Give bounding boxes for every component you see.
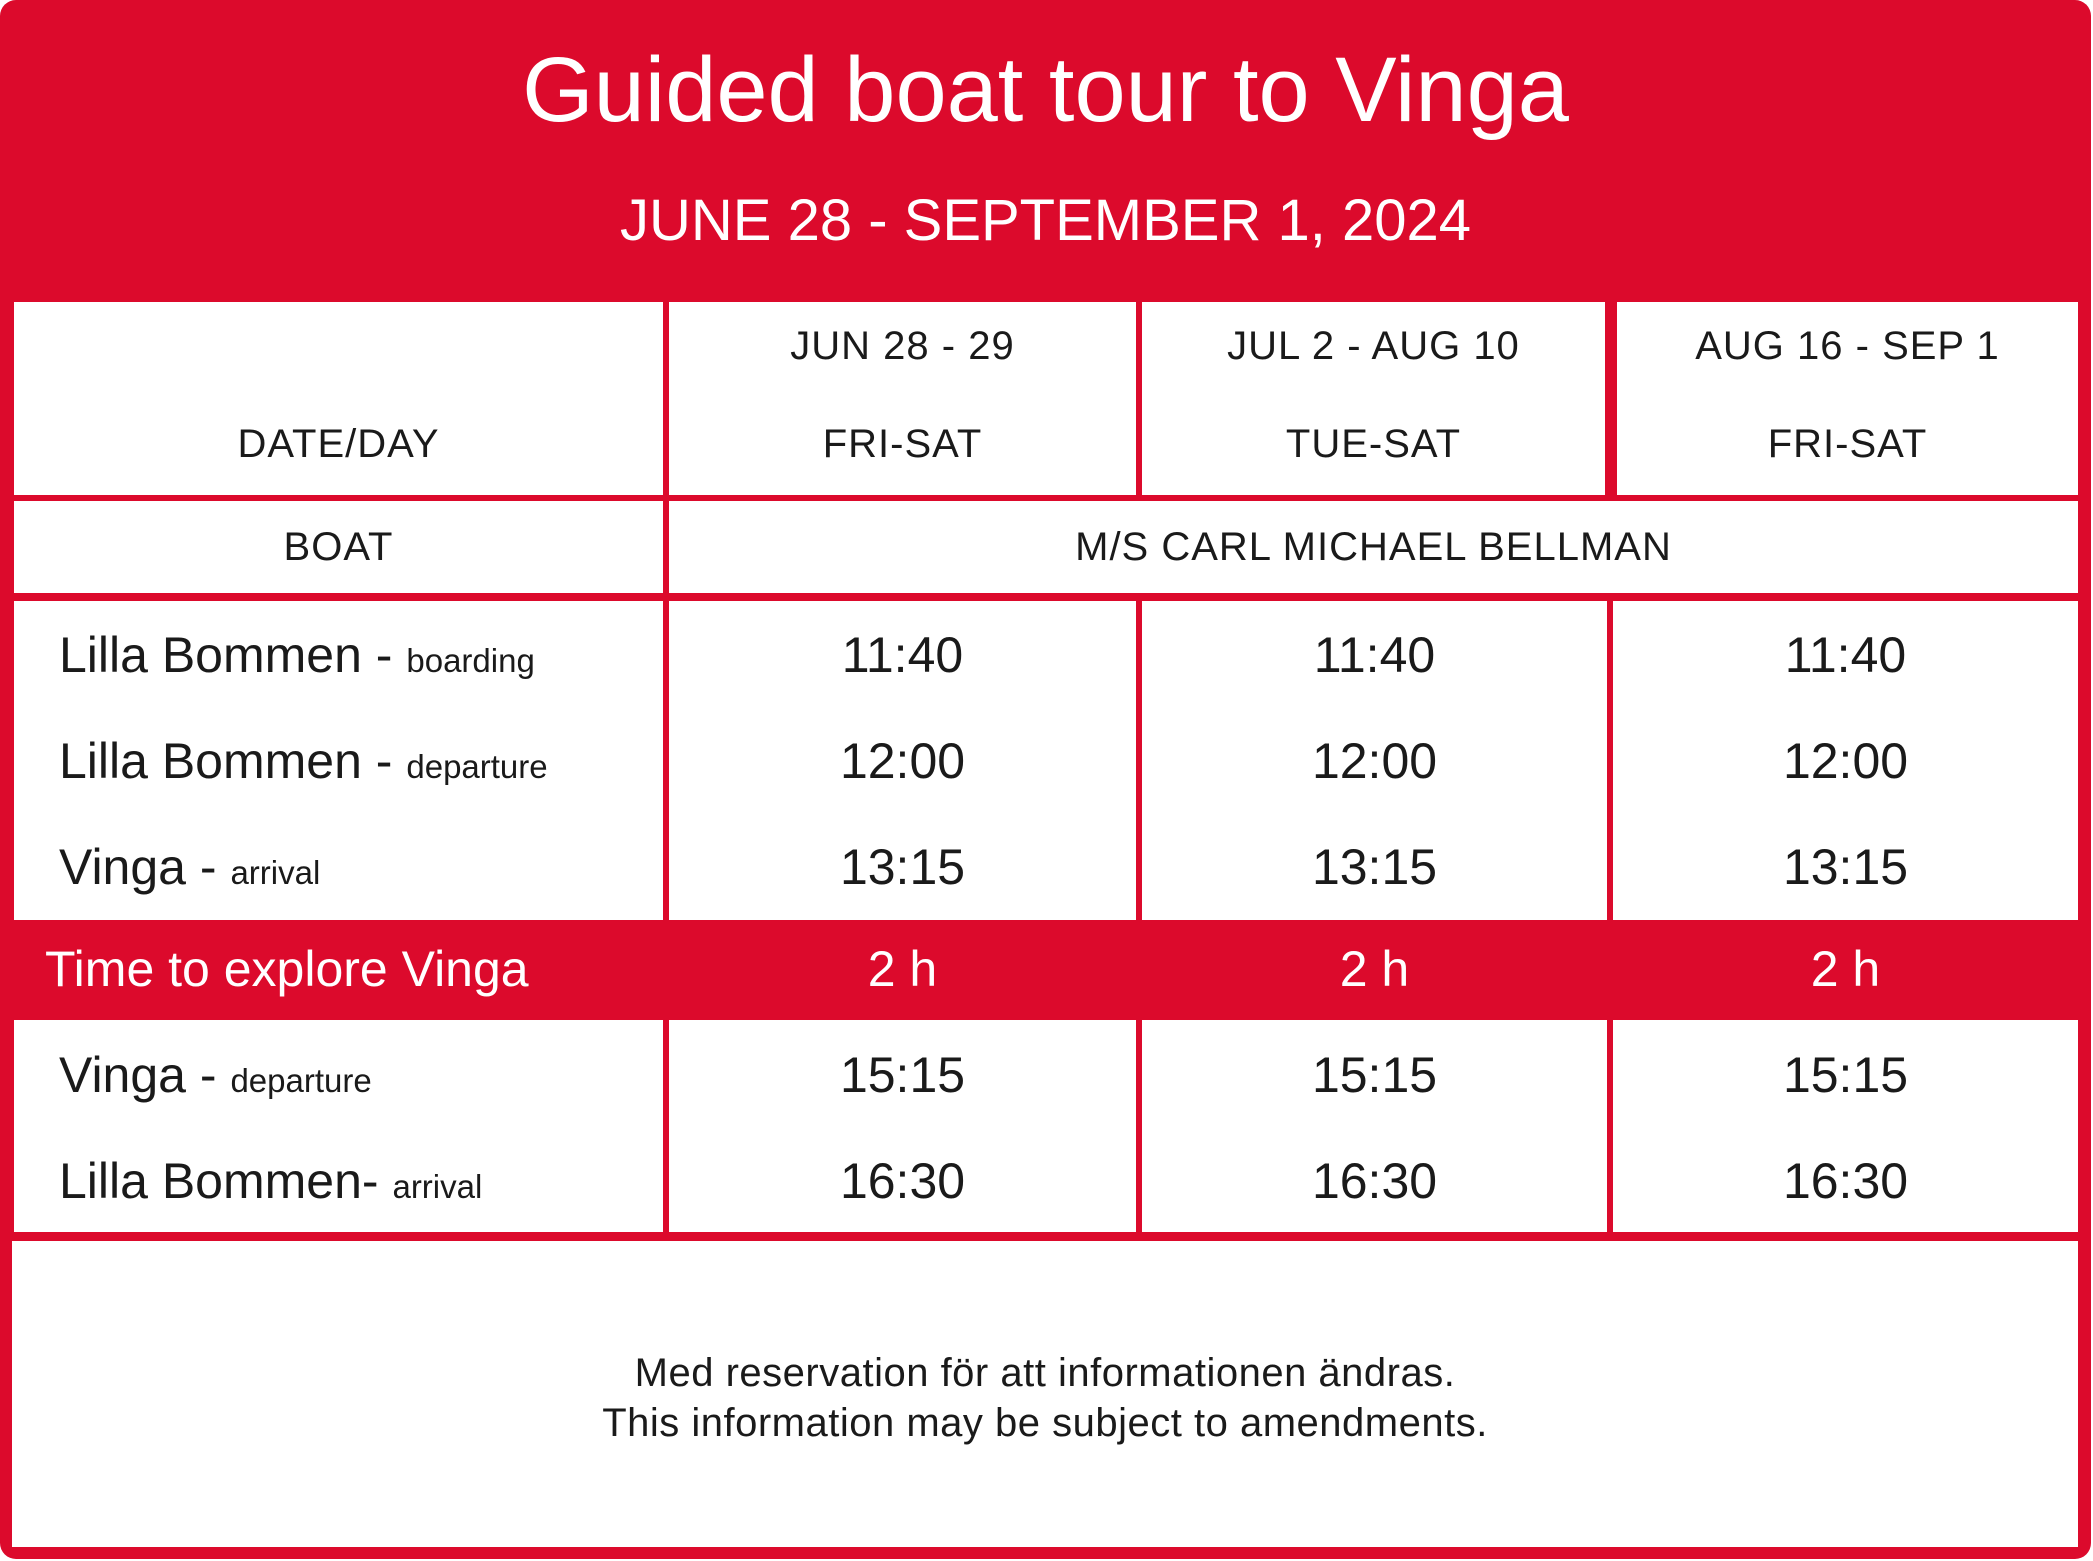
time-value: 16:30 xyxy=(1782,1153,1909,1209)
return-labels-cell xyxy=(14,1020,663,1232)
boat-label-cell xyxy=(14,501,663,593)
time-value: 16:30 xyxy=(839,1153,966,1209)
row-place: Lilla Bommen - xyxy=(59,733,393,789)
time-value: 12:00 xyxy=(839,733,966,789)
row-event: departure xyxy=(406,748,548,785)
outbound-times-col-1 xyxy=(669,601,1136,920)
column-header-1 xyxy=(669,302,1136,495)
time-value: 12:00 xyxy=(1311,733,1438,789)
row-label xyxy=(59,626,535,684)
disclaimer-panel xyxy=(12,1241,2078,1547)
outbound-times-col-2 xyxy=(1142,601,1607,920)
row-label xyxy=(59,838,320,896)
time-value: 13:15 xyxy=(1311,839,1438,895)
time-value: 16:30 xyxy=(1311,1153,1438,1209)
column-dates: AUG 16 - SEP 1 xyxy=(1695,324,2000,368)
row-event: boarding xyxy=(406,642,535,679)
time-value: 13:15 xyxy=(839,839,966,895)
explore-time-row xyxy=(14,922,2078,1016)
row-place: Vinga - xyxy=(59,1047,217,1103)
row-label xyxy=(59,732,548,790)
time-value: 13:15 xyxy=(1782,839,1909,895)
column-days: TUE-SAT xyxy=(1285,422,1462,466)
disclaimer-english: This information may be subject to amendments. xyxy=(602,1401,1488,1445)
time-value: 12:00 xyxy=(1782,733,1909,789)
date-day-label: DATE/DAY xyxy=(237,422,440,466)
row-label xyxy=(59,1046,372,1104)
column-dates: JUN 28 - 29 xyxy=(790,324,1015,368)
time-value: 15:15 xyxy=(1782,1047,1909,1103)
explore-duration: 2 h xyxy=(867,941,938,997)
column-header-2 xyxy=(1142,302,1605,495)
outbound-labels-cell xyxy=(14,601,663,920)
time-value: 15:15 xyxy=(839,1047,966,1103)
column-header-3 xyxy=(1617,302,2078,495)
time-value: 11:40 xyxy=(841,627,964,683)
return-times-col-3 xyxy=(1613,1020,2078,1232)
page-title: Guided boat tour to Vinga xyxy=(522,38,1569,141)
row-place: Lilla Bommen - xyxy=(59,627,393,683)
row-event: departure xyxy=(230,1062,372,1099)
column-dates: JUL 2 - AUG 10 xyxy=(1227,324,1520,368)
boat-label: BOAT xyxy=(283,524,394,569)
disclaimer-swedish: Med reservation för att informationen ändras. xyxy=(634,1351,1456,1395)
explore-label: Time to explore Vinga xyxy=(45,941,529,997)
explore-duration: 2 h xyxy=(1339,941,1410,997)
date-day-header-cell xyxy=(14,302,663,495)
return-times-col-1 xyxy=(669,1020,1136,1232)
row-event: arrival xyxy=(230,854,321,891)
time-value: 11:40 xyxy=(1784,627,1907,683)
row-place: Vinga - xyxy=(59,839,217,895)
boat-name: M/S CARL MICHAEL BELLMAN xyxy=(1075,524,1672,569)
time-value: 15:15 xyxy=(1311,1047,1438,1103)
row-event: arrival xyxy=(392,1168,483,1205)
return-times-col-2 xyxy=(1142,1020,1607,1232)
row-label xyxy=(59,1152,482,1210)
time-value: 11:40 xyxy=(1313,627,1436,683)
explore-duration: 2 h xyxy=(1810,941,1881,997)
boat-name-cell xyxy=(669,501,2078,593)
column-days: FRI-SAT xyxy=(822,422,983,466)
outbound-times-col-3 xyxy=(1613,601,2078,920)
column-days: FRI-SAT xyxy=(1767,422,1928,466)
row-place: Lilla Bommen- xyxy=(59,1153,379,1209)
date-range-subtitle: JUNE 28 - SEPTEMBER 1, 2024 xyxy=(620,187,1471,253)
